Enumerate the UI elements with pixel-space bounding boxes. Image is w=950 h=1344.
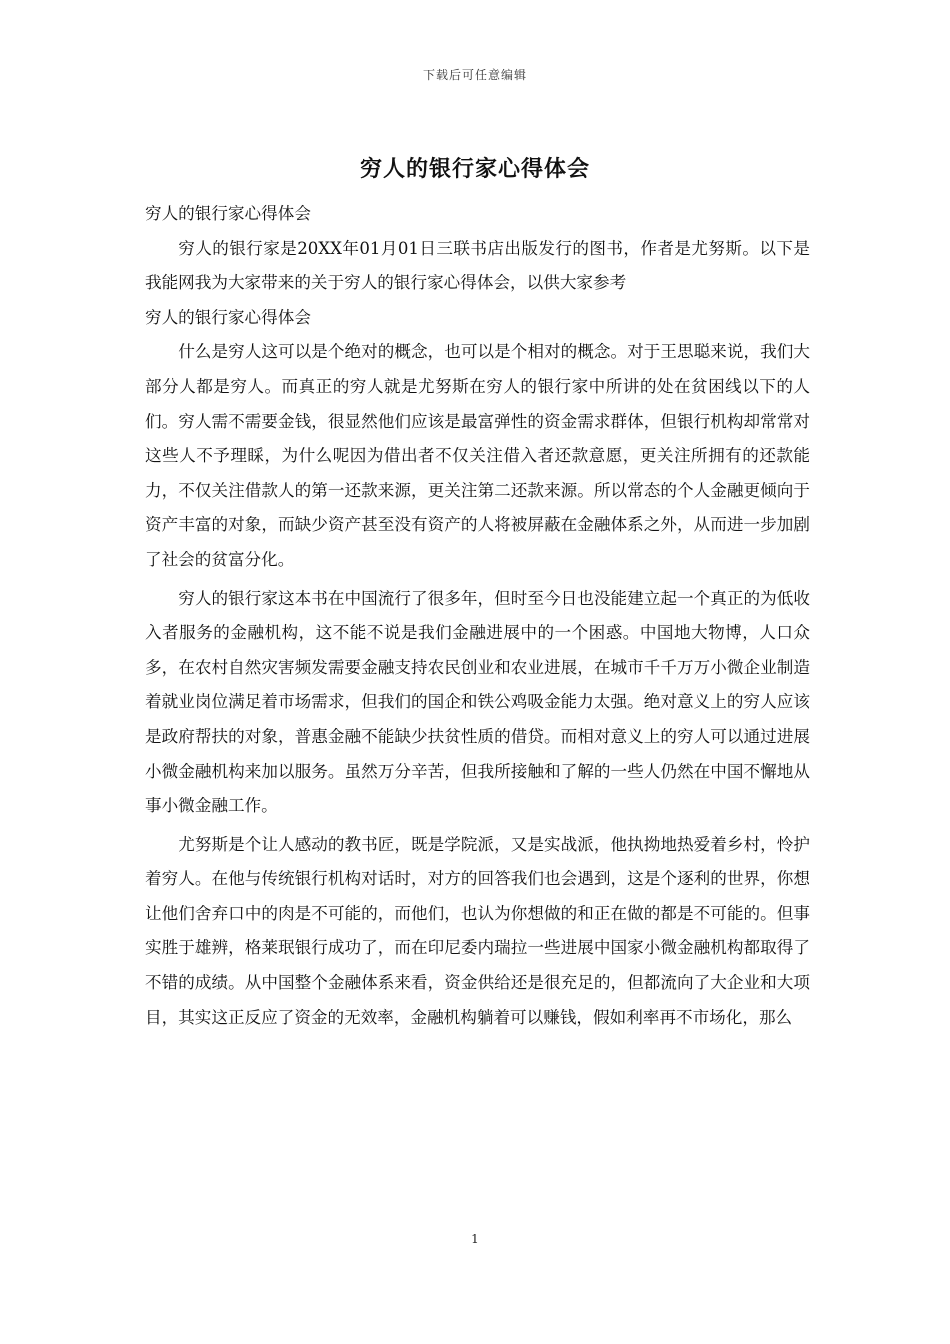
document-body (145, 197, 810, 1035)
subtitle-line: 穷人的银行家心得体会 (145, 204, 311, 223)
section-heading: 穷人的银行家心得体会 (145, 307, 311, 327)
document-title: 穷人的银行家心得体会 (359, 156, 590, 182)
paragraph-body-3: 尤努斯是个让人感动的教书匠，既是学院派，又是实战派，他执拗地热爱着乡村，怜护着穷人。在他与传统银行机构对话时，对方的回答我们也会遇到，这是个逐利的世界，你想让他们舍弃口中的肉是不可能的，而他们，也认为你想做的和正在做的都是不可能的。但事实胜于雄辨，格莱珉银行成功了，而在印尼委内瑞拉一些进展中国家小微金融机构都取得了不错的成绩。从中国整个金融体系来看，资金供给还是很充足的，但都流向了大企业和大项目，其实这正反应了资金的无效率，金融机构躺着可以赚钱，假如利率再不市场化，那么 (145, 834, 810, 1027)
page-number: 1 (471, 1232, 479, 1246)
paragraph-intro: 穷人的银行家是20XX年01月01日三联书店出版发行的图书，作者是尤努斯。以下是我能网我为大家带来的关于穷人的银行家心得体会，以供大家参考 (145, 238, 810, 293)
header-note: 下载后可任意编辑 (422, 68, 527, 82)
paragraph-body-2: 穷人的银行家这本书在中国流行了很多年，但时至今日也没能建立起一个真正的为低收入者服务的金融机构，这不能不说是我们金融进展中的一个困惑。中国地大物博，人口众多，在农村自然灾害频发需要金融支持农民创业和农业进展，在城市千千万万小微企业制造着就业岗位满足着市场需求，但我们的国企和铁公鸡吸金能力太强。绝对意义上的穷人应该是政府帮扶的对象，普惠金融不能缺少扶贫性质的借贷。而相对意义上的穷人可以通过进展小微金融机构来加以服务。虽然万分辛苦，但我所接触和了解的一些人仍然在中国不懈地从事小微金融工作。 (145, 588, 810, 816)
paragraph-body-1: 什么是穷人这可以是个绝对的概念，也可以是个相对的概念。对于王思聪来说，我们大部分人都是穷人。而真正的穷人就是尤努斯在穷人的银行家中所讲的处在贫困线以下的人们。穷人需不需要金钱，很显然他们应该是最富弹性的资金需求群体，但银行机构却常常对这些人不予理睬，为什么呢因为借出者不仅关注借入者还款意愿，更关注所拥有的还款能力，不仅关注借款人的第一还款来源，更关注第二还款来源。所以常态的个人金融更倾向于资产丰富的对象，而缺少资产甚至没有资产的人将被屏蔽在金融体系之外，从而进一步加剧了社会的贫富分化。 (145, 342, 810, 569)
